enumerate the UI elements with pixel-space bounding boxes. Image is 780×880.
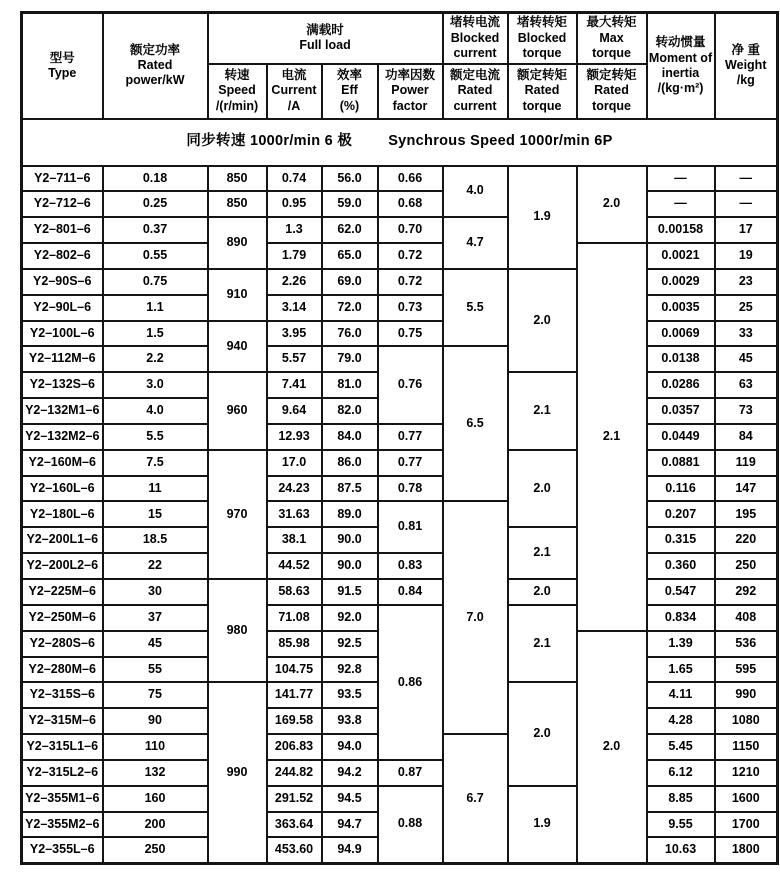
table-row bbox=[22, 166, 778, 192]
cell-type: Y2–355L–6 bbox=[22, 837, 103, 863]
cell-moment-of-inertia: 0.0881 bbox=[647, 450, 715, 476]
header-weight: 净 重 Weight /kg bbox=[715, 13, 778, 119]
cell-type: Y2–100L–6 bbox=[22, 321, 103, 347]
cell-power-factor: 0.83 bbox=[378, 553, 443, 579]
cell-current: 2.26 bbox=[267, 269, 322, 295]
cell-type: Y2–112M–6 bbox=[22, 346, 103, 372]
cell-efficiency: 94.0 bbox=[322, 734, 378, 760]
cell-efficiency: 72.0 bbox=[322, 295, 378, 321]
table-row bbox=[22, 217, 778, 243]
cell-weight: 1800 bbox=[715, 837, 778, 863]
cell-moment-of-inertia: 1.39 bbox=[647, 631, 715, 657]
cell-rated-power: 0.18 bbox=[103, 166, 208, 192]
cell-weight: 1600 bbox=[715, 786, 778, 812]
cell-blocked-torque-ratio: 1.9 bbox=[508, 166, 577, 269]
cell-efficiency: 86.0 bbox=[322, 450, 378, 476]
table-row bbox=[22, 579, 778, 605]
cell-efficiency: 94.7 bbox=[322, 812, 378, 838]
cell-speed: 890 bbox=[208, 217, 267, 269]
table-row bbox=[22, 346, 778, 372]
cell-rated-power: 45 bbox=[103, 631, 208, 657]
section-title-cn: 同步转速 1000r/min 6 极 bbox=[186, 133, 353, 150]
cell-current: 244.82 bbox=[267, 760, 322, 786]
cell-blocked-torque-ratio: 2.0 bbox=[508, 579, 577, 605]
cell-blocked-torque-ratio: 2.1 bbox=[508, 372, 577, 450]
cell-efficiency: 92.0 bbox=[322, 605, 378, 631]
cell-moment-of-inertia: 6.12 bbox=[647, 760, 715, 786]
cell-efficiency: 69.0 bbox=[322, 269, 378, 295]
cell-type: Y2–160M–6 bbox=[22, 450, 103, 476]
cell-type: Y2–712–6 bbox=[22, 191, 103, 217]
section-title-en: Synchrous Speed 1000r/min 6P bbox=[388, 133, 613, 150]
cell-blocked-current-ratio: 6.7 bbox=[443, 734, 508, 863]
cell-moment-of-inertia: 0.315 bbox=[647, 527, 715, 553]
cell-efficiency: 90.0 bbox=[322, 553, 378, 579]
header-rated-torque-1: 额定转矩 Rated torque bbox=[508, 64, 577, 119]
cell-current: 17.0 bbox=[267, 450, 322, 476]
cell-type: Y2–315L1–6 bbox=[22, 734, 103, 760]
cell-weight: 33 bbox=[715, 321, 778, 347]
cell-rated-power: 0.55 bbox=[103, 243, 208, 269]
cell-current: 363.64 bbox=[267, 812, 322, 838]
cell-current: 58.63 bbox=[267, 579, 322, 605]
header-power-factor: 功率因数 Power factor bbox=[378, 64, 443, 119]
header-rated-current: 额定电流 Rated current bbox=[443, 64, 508, 119]
cell-power-factor: 0.77 bbox=[378, 450, 443, 476]
cell-efficiency: 93.8 bbox=[322, 708, 378, 734]
cell-blocked-current-ratio: 4.7 bbox=[443, 217, 508, 269]
cell-current: 1.79 bbox=[267, 243, 322, 269]
cell-current: 38.1 bbox=[267, 527, 322, 553]
table-row bbox=[22, 295, 778, 321]
cell-current: 9.64 bbox=[267, 398, 322, 424]
header-blocked-current: 堵转电流 Blocked current bbox=[443, 13, 508, 64]
cell-rated-power: 30 bbox=[103, 579, 208, 605]
header-moment-of-inertia: 转动惯量 Moment of inertia /(kg·m²) bbox=[647, 13, 715, 119]
cell-blocked-current-ratio: 6.5 bbox=[443, 346, 508, 501]
cell-weight: 119 bbox=[715, 450, 778, 476]
table-row bbox=[22, 760, 778, 786]
cell-current: 85.98 bbox=[267, 631, 322, 657]
cell-weight: 195 bbox=[715, 501, 778, 527]
cell-moment-of-inertia: 1.65 bbox=[647, 657, 715, 683]
cell-rated-power: 7.5 bbox=[103, 450, 208, 476]
cell-efficiency: 91.5 bbox=[322, 579, 378, 605]
cell-current: 3.14 bbox=[267, 295, 322, 321]
cell-moment-of-inertia: 0.0035 bbox=[647, 295, 715, 321]
cell-weight: 250 bbox=[715, 553, 778, 579]
cell-efficiency: 82.0 bbox=[322, 398, 378, 424]
cell-moment-of-inertia: 0.0286 bbox=[647, 372, 715, 398]
cell-rated-power: 90 bbox=[103, 708, 208, 734]
cell-speed: 980 bbox=[208, 579, 267, 682]
cell-type: Y2–132M2–6 bbox=[22, 424, 103, 450]
cell-power-factor: 0.81 bbox=[378, 501, 443, 553]
cell-moment-of-inertia: 0.00158 bbox=[647, 217, 715, 243]
cell-power-factor: 0.78 bbox=[378, 476, 443, 502]
cell-moment-of-inertia: 0.360 bbox=[647, 553, 715, 579]
cell-rated-power: 160 bbox=[103, 786, 208, 812]
cell-current: 0.74 bbox=[267, 166, 322, 192]
cell-speed: 960 bbox=[208, 372, 267, 450]
cell-weight: 19 bbox=[715, 243, 778, 269]
cell-current: 44.52 bbox=[267, 553, 322, 579]
cell-rated-power: 110 bbox=[103, 734, 208, 760]
cell-current: 169.58 bbox=[267, 708, 322, 734]
cell-max-torque-ratio: 2.0 bbox=[577, 166, 647, 244]
cell-speed: 910 bbox=[208, 269, 267, 321]
cell-rated-power: 75 bbox=[103, 682, 208, 708]
cell-efficiency: 62.0 bbox=[322, 217, 378, 243]
cell-rated-power: 3.0 bbox=[103, 372, 208, 398]
cell-speed: 850 bbox=[208, 191, 267, 217]
cell-type: Y2–132S–6 bbox=[22, 372, 103, 398]
cell-moment-of-inertia: — bbox=[647, 191, 715, 217]
cell-type: Y2–225M–6 bbox=[22, 579, 103, 605]
cell-max-torque-ratio: 2.0 bbox=[577, 631, 647, 864]
cell-type: Y2–90L–6 bbox=[22, 295, 103, 321]
spec-table bbox=[20, 11, 779, 865]
cell-rated-power: 15 bbox=[103, 501, 208, 527]
header-rated-power: 额定功率 Rated power/kW bbox=[103, 13, 208, 119]
cell-blocked-torque-ratio: 2.0 bbox=[508, 450, 577, 528]
cell-type: Y2–355M1–6 bbox=[22, 786, 103, 812]
cell-weight: — bbox=[715, 166, 778, 192]
cell-efficiency: 94.9 bbox=[322, 837, 378, 863]
cell-moment-of-inertia: 4.11 bbox=[647, 682, 715, 708]
cell-power-factor: 0.87 bbox=[378, 760, 443, 786]
cell-current: 24.23 bbox=[267, 476, 322, 502]
cell-power-factor: 0.72 bbox=[378, 269, 443, 295]
header-max-torque: 最大转矩 Max torque bbox=[577, 13, 647, 64]
cell-type: Y2–160L–6 bbox=[22, 476, 103, 502]
table-row bbox=[22, 269, 778, 295]
cell-power-factor: 0.72 bbox=[378, 243, 443, 269]
cell-blocked-torque-ratio: 2.1 bbox=[508, 605, 577, 683]
cell-current: 453.60 bbox=[267, 837, 322, 863]
cell-rated-power: 1.1 bbox=[103, 295, 208, 321]
cell-efficiency: 92.5 bbox=[322, 631, 378, 657]
cell-moment-of-inertia: 0.0021 bbox=[647, 243, 715, 269]
header-type: 型号 Type bbox=[22, 13, 103, 119]
cell-moment-of-inertia: 0.0357 bbox=[647, 398, 715, 424]
cell-rated-power: 0.75 bbox=[103, 269, 208, 295]
cell-weight: 595 bbox=[715, 657, 778, 683]
cell-type: Y2–250M–6 bbox=[22, 605, 103, 631]
table-row bbox=[22, 243, 778, 269]
cell-weight: 147 bbox=[715, 476, 778, 502]
cell-power-factor: 0.77 bbox=[378, 424, 443, 450]
cell-weight: 292 bbox=[715, 579, 778, 605]
cell-current: 71.08 bbox=[267, 605, 322, 631]
cell-weight: 536 bbox=[715, 631, 778, 657]
cell-weight: 1210 bbox=[715, 760, 778, 786]
cell-current: 104.75 bbox=[267, 657, 322, 683]
cell-blocked-torque-ratio: 2.0 bbox=[508, 682, 577, 785]
cell-power-factor: 0.70 bbox=[378, 217, 443, 243]
cell-rated-power: 132 bbox=[103, 760, 208, 786]
cell-efficiency: 81.0 bbox=[322, 372, 378, 398]
cell-rated-power: 55 bbox=[103, 657, 208, 683]
cell-rated-power: 37 bbox=[103, 605, 208, 631]
cell-type: Y2–355M2–6 bbox=[22, 812, 103, 838]
cell-weight: 408 bbox=[715, 605, 778, 631]
cell-current: 12.93 bbox=[267, 424, 322, 450]
cell-moment-of-inertia: 0.0069 bbox=[647, 321, 715, 347]
cell-efficiency: 56.0 bbox=[322, 166, 378, 192]
cell-moment-of-inertia: 0.207 bbox=[647, 501, 715, 527]
cell-speed: 940 bbox=[208, 321, 267, 373]
cell-efficiency: 79.0 bbox=[322, 346, 378, 372]
header-blocked-torque: 堵转转矩 Blocked torque bbox=[508, 13, 577, 64]
cell-rated-power: 5.5 bbox=[103, 424, 208, 450]
cell-type: Y2–200L2–6 bbox=[22, 553, 103, 579]
cell-current: 5.57 bbox=[267, 346, 322, 372]
table-row bbox=[22, 321, 778, 347]
cell-speed: 850 bbox=[208, 166, 267, 192]
table-row bbox=[22, 191, 778, 217]
spec-table-body bbox=[22, 166, 778, 864]
cell-current: 291.52 bbox=[267, 786, 322, 812]
cell-current: 31.63 bbox=[267, 501, 322, 527]
cell-type: Y2–280S–6 bbox=[22, 631, 103, 657]
cell-moment-of-inertia: 0.0029 bbox=[647, 269, 715, 295]
cell-weight: 1080 bbox=[715, 708, 778, 734]
cell-power-factor: 0.88 bbox=[378, 786, 443, 864]
cell-moment-of-inertia: 8.85 bbox=[647, 786, 715, 812]
cell-type: Y2–280M–6 bbox=[22, 657, 103, 683]
header-current: 电流 Current /A bbox=[267, 64, 322, 119]
cell-blocked-current-ratio: 4.0 bbox=[443, 166, 508, 218]
cell-rated-power: 22 bbox=[103, 553, 208, 579]
cell-blocked-current-ratio: 7.0 bbox=[443, 501, 508, 734]
table-row bbox=[22, 605, 778, 631]
cell-speed: 990 bbox=[208, 682, 267, 863]
cell-rated-power: 250 bbox=[103, 837, 208, 863]
cell-power-factor: 0.84 bbox=[378, 579, 443, 605]
cell-moment-of-inertia: — bbox=[647, 166, 715, 192]
table-row bbox=[22, 553, 778, 579]
cell-power-factor: 0.75 bbox=[378, 321, 443, 347]
section-header bbox=[22, 119, 778, 166]
cell-rated-power: 2.2 bbox=[103, 346, 208, 372]
cell-efficiency: 92.8 bbox=[322, 657, 378, 683]
cell-type: Y2–711–6 bbox=[22, 166, 103, 192]
cell-type: Y2–180L–6 bbox=[22, 501, 103, 527]
cell-weight: 63 bbox=[715, 372, 778, 398]
cell-efficiency: 94.5 bbox=[322, 786, 378, 812]
cell-moment-of-inertia: 9.55 bbox=[647, 812, 715, 838]
cell-moment-of-inertia: 10.63 bbox=[647, 837, 715, 863]
cell-moment-of-inertia: 4.28 bbox=[647, 708, 715, 734]
cell-current: 0.95 bbox=[267, 191, 322, 217]
cell-power-factor: 0.66 bbox=[378, 166, 443, 192]
table-row bbox=[22, 424, 778, 450]
cell-moment-of-inertia: 0.0138 bbox=[647, 346, 715, 372]
cell-weight: 45 bbox=[715, 346, 778, 372]
cell-type: Y2–801–6 bbox=[22, 217, 103, 243]
cell-current: 7.41 bbox=[267, 372, 322, 398]
cell-blocked-torque-ratio: 2.1 bbox=[508, 527, 577, 579]
cell-weight: 1150 bbox=[715, 734, 778, 760]
cell-rated-power: 11 bbox=[103, 476, 208, 502]
cell-weight: — bbox=[715, 191, 778, 217]
cell-weight: 17 bbox=[715, 217, 778, 243]
motor-specification-table bbox=[20, 11, 779, 865]
cell-weight: 990 bbox=[715, 682, 778, 708]
spec-table-header bbox=[22, 13, 778, 119]
cell-power-factor: 0.68 bbox=[378, 191, 443, 217]
cell-moment-of-inertia: 0.0449 bbox=[647, 424, 715, 450]
cell-power-factor: 0.73 bbox=[378, 295, 443, 321]
cell-efficiency: 65.0 bbox=[322, 243, 378, 269]
cell-efficiency: 76.0 bbox=[322, 321, 378, 347]
cell-rated-power: 18.5 bbox=[103, 527, 208, 553]
table-row bbox=[22, 786, 778, 812]
cell-weight: 73 bbox=[715, 398, 778, 424]
cell-efficiency: 84.0 bbox=[322, 424, 378, 450]
cell-current: 3.95 bbox=[267, 321, 322, 347]
cell-speed: 970 bbox=[208, 450, 267, 579]
cell-type: Y2–315L2–6 bbox=[22, 760, 103, 786]
cell-current: 141.77 bbox=[267, 682, 322, 708]
cell-moment-of-inertia: 0.547 bbox=[647, 579, 715, 605]
header-efficiency: 效率 Eff (%) bbox=[322, 64, 378, 119]
cell-rated-power: 4.0 bbox=[103, 398, 208, 424]
cell-current: 206.83 bbox=[267, 734, 322, 760]
header-speed: 转速 Speed /(r/min) bbox=[208, 64, 267, 119]
cell-weight: 23 bbox=[715, 269, 778, 295]
cell-type: Y2–315S–6 bbox=[22, 682, 103, 708]
table-row bbox=[22, 450, 778, 476]
cell-power-factor: 0.76 bbox=[378, 346, 443, 424]
cell-type: Y2–802–6 bbox=[22, 243, 103, 269]
cell-type: Y2–90S–6 bbox=[22, 269, 103, 295]
cell-current: 1.3 bbox=[267, 217, 322, 243]
cell-efficiency: 90.0 bbox=[322, 527, 378, 553]
cell-moment-of-inertia: 5.45 bbox=[647, 734, 715, 760]
table-row bbox=[22, 476, 778, 502]
cell-rated-power: 200 bbox=[103, 812, 208, 838]
cell-moment-of-inertia: 0.116 bbox=[647, 476, 715, 502]
header-full-load: 满载时 Full load bbox=[208, 13, 443, 64]
cell-power-factor: 0.86 bbox=[378, 605, 443, 760]
cell-blocked-torque-ratio: 2.0 bbox=[508, 269, 577, 372]
cell-weight: 1700 bbox=[715, 812, 778, 838]
cell-efficiency: 87.5 bbox=[322, 476, 378, 502]
cell-efficiency: 94.2 bbox=[322, 760, 378, 786]
cell-weight: 25 bbox=[715, 295, 778, 321]
cell-rated-power: 0.37 bbox=[103, 217, 208, 243]
cell-blocked-current-ratio: 5.5 bbox=[443, 269, 508, 347]
cell-rated-power: 0.25 bbox=[103, 191, 208, 217]
cell-efficiency: 89.0 bbox=[322, 501, 378, 527]
cell-moment-of-inertia: 0.834 bbox=[647, 605, 715, 631]
table-row bbox=[22, 501, 778, 527]
cell-weight: 220 bbox=[715, 527, 778, 553]
cell-blocked-torque-ratio: 1.9 bbox=[508, 786, 577, 864]
cell-type: Y2–132M1–6 bbox=[22, 398, 103, 424]
cell-max-torque-ratio: 2.1 bbox=[577, 243, 647, 631]
cell-type: Y2–315M–6 bbox=[22, 708, 103, 734]
cell-efficiency: 93.5 bbox=[322, 682, 378, 708]
cell-efficiency: 59.0 bbox=[322, 191, 378, 217]
cell-rated-power: 1.5 bbox=[103, 321, 208, 347]
cell-weight: 84 bbox=[715, 424, 778, 450]
header-rated-torque-2: 额定转矩 Rated torque bbox=[577, 64, 647, 119]
cell-type: Y2–200L1–6 bbox=[22, 527, 103, 553]
